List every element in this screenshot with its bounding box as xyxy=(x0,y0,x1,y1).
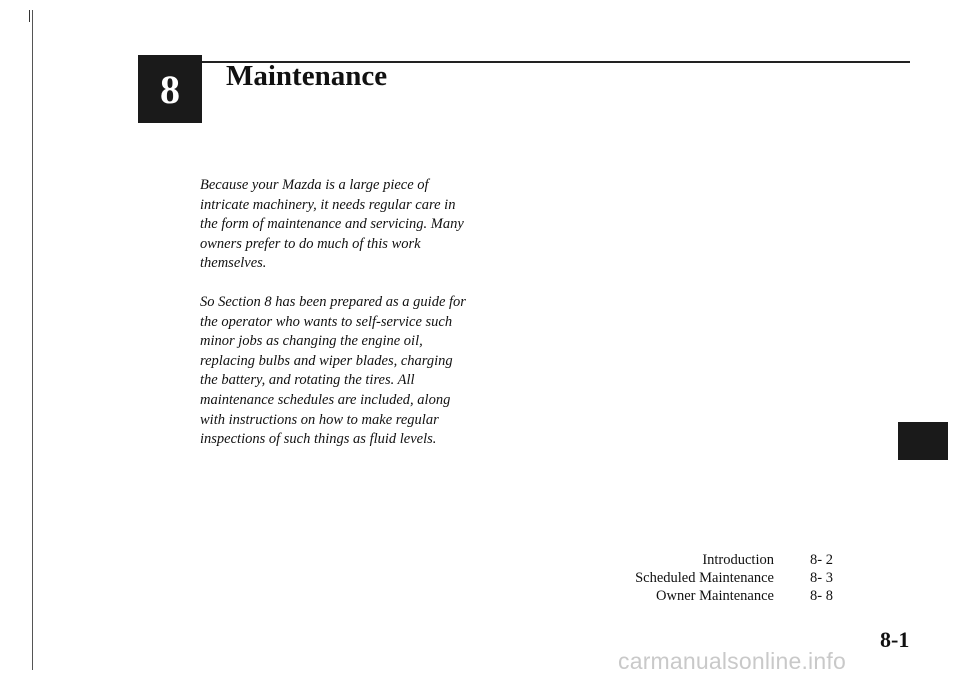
toc-item-page: 8- 8 xyxy=(810,588,833,604)
toc-item-page: 8- 2 xyxy=(810,552,833,568)
toc-item-label: Introduction xyxy=(702,552,774,568)
chapter-title: Maintenance xyxy=(226,60,388,92)
left-margin-line xyxy=(32,10,33,670)
toc-item-label: Owner Maintenance xyxy=(656,588,774,604)
intro-paragraph-2: So Section 8 has been prepared as a guide for the operator who wants to self-service such minor jobs as changing the engine oil, replacing bulbs and wiper blades, charging the battery, and rotating the tires. All maintenance schedules are included, along with instructions on how to make regular inspections of such things as fluid levels. xyxy=(200,293,466,448)
chapter-number-box xyxy=(138,55,202,123)
toc-item-page: 8- 3 xyxy=(810,570,833,586)
watermark-text: carmanualsonline.info xyxy=(618,648,846,674)
intro-text xyxy=(200,176,490,469)
page-number: 8-1 xyxy=(880,627,910,652)
toc-item[interactable] xyxy=(600,587,860,605)
toc-item[interactable] xyxy=(600,551,860,569)
chapter-number: 8 xyxy=(160,66,180,112)
margin-tick xyxy=(29,10,30,22)
table-of-contents xyxy=(600,551,860,605)
toc-item-label: Scheduled Maintenance xyxy=(635,570,774,586)
toc-item[interactable] xyxy=(600,569,860,587)
intro-paragraph-1: Because your Mazda is a large piece of intricate machinery, it needs regular care in the form of maintenance and servicing. Many owners prefer to do much of this work themselves. xyxy=(200,177,464,272)
section-side-tab xyxy=(898,422,948,460)
